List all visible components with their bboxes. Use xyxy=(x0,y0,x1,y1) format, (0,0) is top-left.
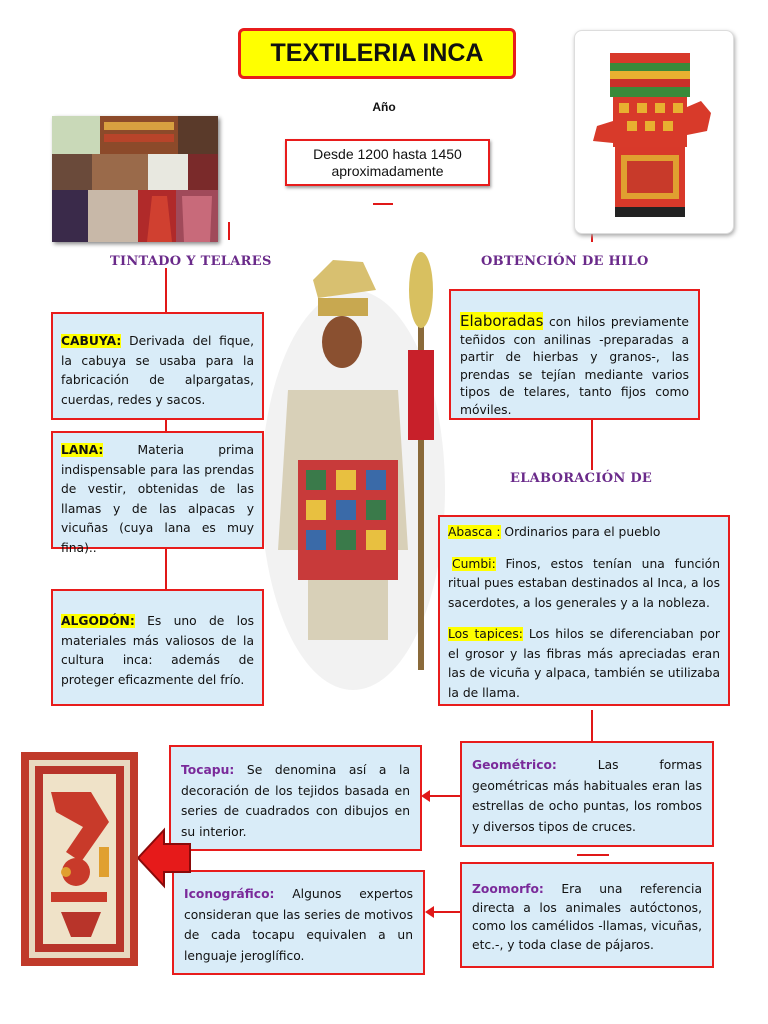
zoomorfo-box xyxy=(460,862,714,968)
connector xyxy=(165,418,167,432)
elaboradas-text: con hilos previamente teñidos con anilinas -preparadas a partir de hierbas y granos-, las prendas se tejían mediante varios tipos de telares, tanto fijos como móviles. xyxy=(460,315,689,417)
term-iconografico: Iconográfico: xyxy=(184,887,275,901)
connector xyxy=(228,222,230,240)
lana-text: Materia prima indispensable para las prendas de vestir, obtenidas de las llamas y de las alpacas y vicuñas (cuya lana es muy fina).. xyxy=(61,443,254,555)
page-title: TEXTILERIA INCA xyxy=(270,39,484,67)
connector xyxy=(577,854,609,856)
algodon-text: Es uno de los materiales más valiosos de la cultura inca: además de proteger eficazmente del frío. xyxy=(61,614,254,687)
inca-glove-image xyxy=(574,30,734,234)
term-abasca: Abasca : xyxy=(448,525,501,539)
iconografico-box xyxy=(172,870,425,975)
year-value: Desde 1200 hasta 1450 aproximadamente xyxy=(313,146,462,179)
collage-art xyxy=(52,116,218,242)
section-tintado: TINTADO Y TELARES xyxy=(110,254,272,269)
section-elaboracion: ELABORACIÓN DE xyxy=(510,471,653,486)
big-left-arrow xyxy=(136,826,192,890)
title-box xyxy=(238,28,516,79)
year-label: Año xyxy=(372,100,396,114)
geometrico-text: Las formas geométricas más habituales eran las estrellas de ocho puntas, los rombos y diversos tipos de cruces. xyxy=(472,758,702,834)
cabuya-box xyxy=(51,312,264,420)
cumbi-text: Finos, estos tenían una función ritual pues estaban destinados al Inca, a los sacerdotes, a los generales y a la nobleza. xyxy=(448,556,720,610)
year-box xyxy=(285,139,490,186)
connector xyxy=(165,268,167,312)
term-tocapu: Tocapu: xyxy=(181,763,235,777)
inca-art xyxy=(258,250,448,690)
glove-art xyxy=(575,31,733,233)
cabuya-text: Derivada del fique, la cabuya se usaba para la fabricación de alpargatas, cuerdas, redes y sacos. xyxy=(61,334,254,407)
term-cumbi: Cumbi: xyxy=(452,556,496,571)
arrowhead xyxy=(425,906,434,918)
tocapu-box xyxy=(169,745,422,851)
textile-art xyxy=(21,752,138,966)
inca-warrior-image xyxy=(258,250,448,690)
tocapu-textile-image xyxy=(21,752,138,966)
textile-collage-image xyxy=(52,116,218,242)
arrow-line xyxy=(428,795,460,797)
arrow-line xyxy=(432,911,460,913)
term-algodon: ALGODÓN: xyxy=(61,614,135,628)
iconografico-text: Algunos expertos consideran que las series de motivos de cada tocapu equivalen a un lenguaje jeroglífico. xyxy=(184,887,413,963)
tapices-text: Los hilos se diferenciaban por el grosor y las fibras más apreciadas eran las de vicuña y alpaca, también se utilizaba la de llama. xyxy=(448,627,720,700)
connector xyxy=(591,420,593,470)
connector xyxy=(591,710,593,742)
tocapu-text: Se denomina así a la decoración de los tejidos basada en series de cuadrados con dibujos en su interior. xyxy=(181,763,410,839)
connector xyxy=(373,203,393,205)
algodon-box xyxy=(51,589,264,706)
arrowhead xyxy=(421,790,430,802)
elaboradas-box xyxy=(449,289,700,420)
abasca-text: Ordinarios para el pueblo xyxy=(500,525,661,539)
term-geometrico: Geométrico: xyxy=(472,758,557,772)
zoomorfo-text: Era una referencia directa a los animales autóctonos, como los camélidos -llamas, vicuñas, etc.-, y toda clase de pájaros. xyxy=(472,882,702,952)
term-zoomorfo: Zoomorfo: xyxy=(472,882,544,896)
term-lana: LANA: xyxy=(61,443,104,457)
geometrico-box xyxy=(460,741,714,847)
lana-box xyxy=(51,431,264,555)
term-cabuya: CABUYA: xyxy=(61,334,122,348)
term-elaboradas: Elaboradas xyxy=(460,312,544,330)
arrow-left-icon xyxy=(136,826,192,890)
section-obtencion: OBTENCIÓN DE HILO xyxy=(481,254,649,269)
term-tapices: Los tapices: xyxy=(448,627,523,641)
tipos-box xyxy=(438,515,730,706)
